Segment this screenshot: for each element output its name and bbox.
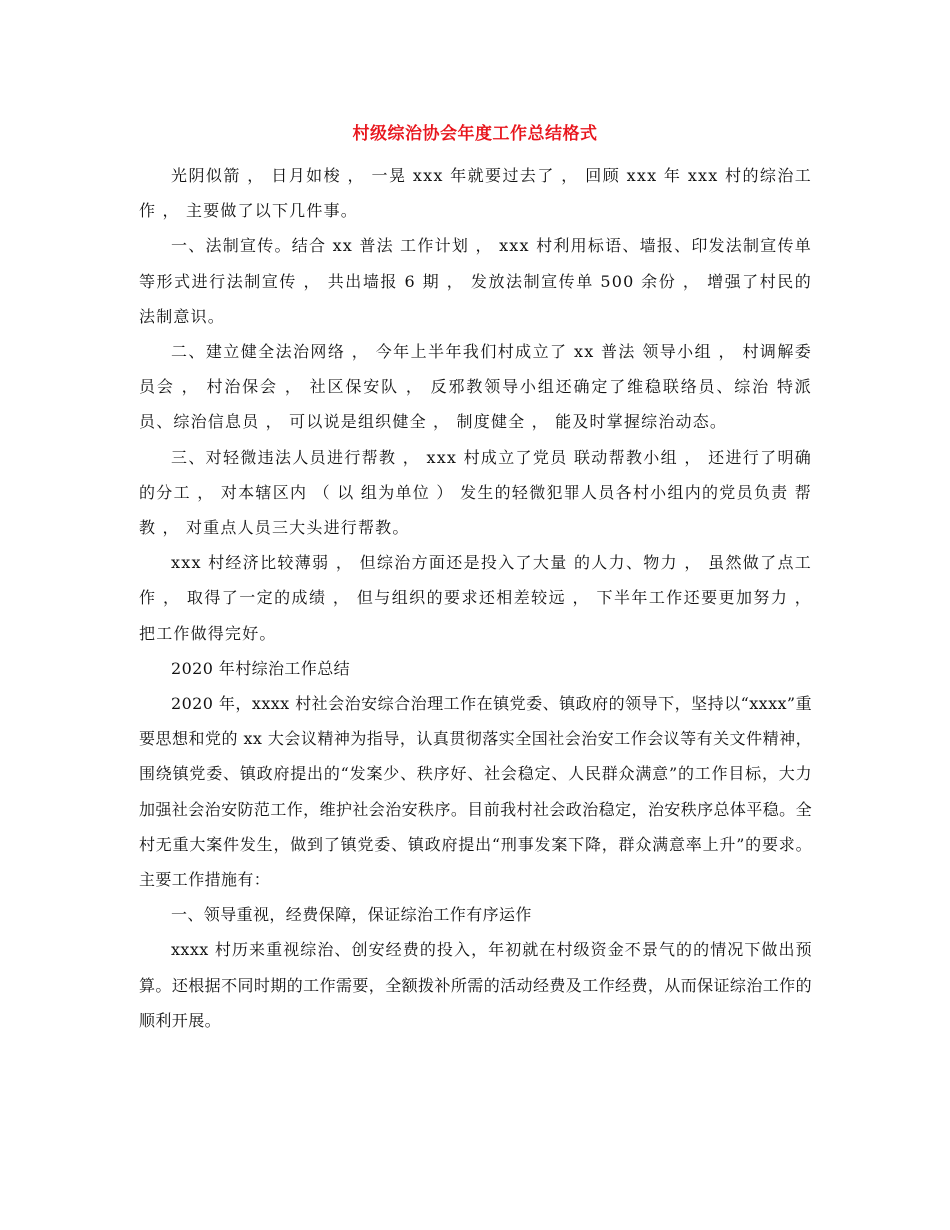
section-heading-leadership: 一、领导重视，经费保障，保证综治工作有序运作 <box>171 905 532 925</box>
paragraph-rehabilitation: 三、对轻微违法人员进行帮教 ， xxx 村成立了党员 联动帮教小组 ， 还进行了明确的分工 ， 对本辖区内 （ 以 组为单位 ） 发生的轻微犯罪人员各村小组内的党员负责 帮教 ， 对重点人员三大头进行帮教。 <box>139 447 812 538</box>
document-title: 村级综治协会年度工作总结格式 <box>352 124 598 144</box>
paragraph-conclusion: xxx 村经济比较薄弱 ， 但综治方面还是投入了大量 的人力、物力 ， 虽然做了点工作 ， 取得了一定的成绩 ， 但与组织的要求还相差较远 ， 下半年工作还要更加努力 ， 把工作做得完好。 <box>139 553 812 643</box>
paragraph-legal-publicity: 一、法制宣传。结合 xx 普法 工作计划 ， xxx 村利用标语、墙报、印发法制宣传单等形式进行法制宣传 ， 共出墙报 6 期 ， 发放法制宣传单 500 余份 ， 增强了村民的法制意识。 <box>139 236 812 326</box>
paragraph-funding: xxxx 村历来重视综治、创安经费的投入，年初就在村级资金不景气的的情况下做出预算。还根据不同时期的工作需要，全额拨补所需的活动经费及工作经费，从而保证综治工作的顺利开展。 <box>139 940 812 1030</box>
paragraph-legal-network: 二、建立健全法治网络 ， 今年上半年我们村成立了 xx 普法 领导小组 ， 村调解委员会 ， 村治保会 ， 社区保安队 ， 反邪教领导小组还确定了维稳联络员、综治 特派员、综治信息员 ， 可以说是组织健全 ， 制度健全 ， 能及时掌握综治动态。 <box>139 342 812 432</box>
paragraph-intro: 光阴似箭 ， 日月如梭 ， 一晃 xxx 年就要过去了 ， 回顾 xxx 年 xxx 村的综治工作 ， 主要做了以下几件事。 <box>139 166 812 221</box>
paragraph-2020-overview: 2020 年，xxxx 村社会治安综合治理工作在镇党委、镇政府的领导下，坚持以“xxxx”重要思想和党的 xx 大会议精神为指导，认真贯彻落实全国社会治安工作会议等有关文件精神，围绕镇党委、镇政府提出的“发案少、秩序好、社会稳定、人民群众满意”的工作目标，大力加强社会治安防范工作，维护社会治安秩序。目前我村社会政治稳定，治安秩序总体平稳。全村无重大案件发生，做到了镇党委、镇政府提出“刑事发案下降，群众满意率上升”的要求。主要工作措施有： <box>139 694 812 890</box>
document-body <box>139 158 812 1038</box>
section-heading-2020-summary: 2020 年村综治工作总结 <box>171 658 351 678</box>
